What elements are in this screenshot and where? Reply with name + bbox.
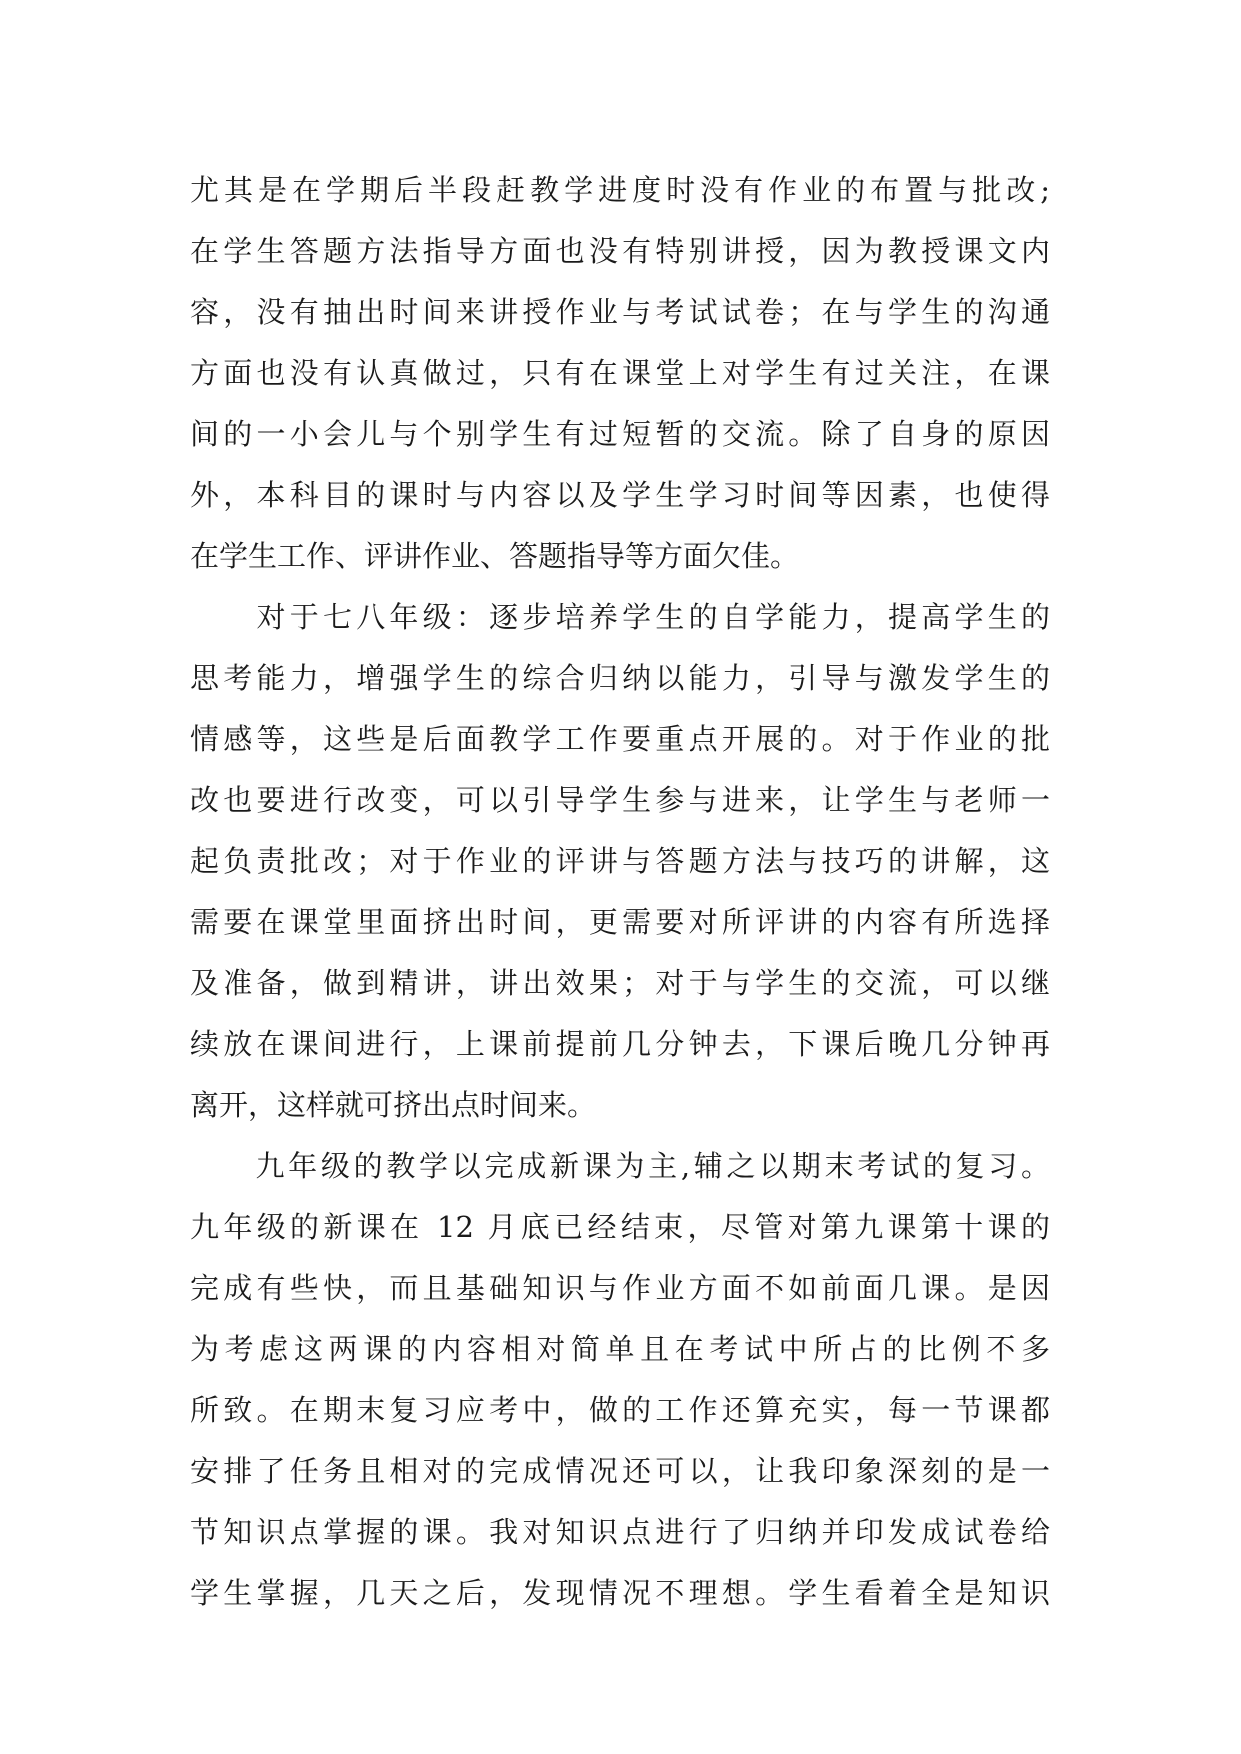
text-line: 九年级的新课在 12 月底已经结束，尽管对第九课第十课的 — [190, 1210, 1050, 1244]
text-line: 离开，这样就可挤出点时间来。 — [190, 1088, 597, 1122]
text-line: 续放在课间进行，上课前提前几分钟去，下课后晚几分钟再 — [190, 1027, 1050, 1061]
text-line: 容，没有抽出时间来讲授作业与考试试卷；在与学生的沟通 — [190, 295, 1050, 329]
text-line: 间的一小会儿与个别学生有过短暂的交流。除了自身的原因 — [190, 417, 1050, 451]
text-line: 安排了任务且相对的完成情况还可以，让我印象深刻的是一 — [190, 1454, 1050, 1488]
text-line: 在学生答题方法指导方面也没有特别讲授，因为教授课文内 — [190, 234, 1050, 268]
text-line: 所致。在期末复习应考中，做的工作还算充实，每一节课都 — [190, 1393, 1050, 1427]
text-line: 为考虑这两课的内容相对简单且在考试中所占的比例不多 — [190, 1332, 1050, 1366]
document-body — [190, 160, 1050, 1624]
text-line: 九年级的教学以完成新课为主,辅之以期末考试的复习。 — [190, 1149, 1050, 1183]
text-line: 思考能力，增强学生的综合归纳以能力，引导与激发学生的 — [190, 661, 1050, 695]
text-line: 对于七八年级：逐步培养学生的自学能力，提高学生的 — [190, 600, 1050, 634]
text-line: 起负责批改；对于作业的评讲与答题方法与技巧的讲解，这 — [190, 844, 1050, 878]
text-line: 外，本科目的课时与内容以及学生学习时间等因素，也使得 — [190, 478, 1050, 512]
text-line: 改也要进行改变，可以引导学生参与进来，让学生与老师一 — [190, 783, 1050, 817]
text-line: 学生掌握，几天之后，发现情况不理想。学生看着全是知识 — [190, 1576, 1050, 1610]
text-line: 需要在课堂里面挤出时间，更需要对所评讲的内容有所选择 — [190, 905, 1050, 939]
text-line: 完成有些快，而且基础知识与作业方面不如前面几课。是因 — [190, 1271, 1050, 1305]
text-line: 节知识点掌握的课。我对知识点进行了归纳并印发成试卷给 — [190, 1515, 1050, 1549]
text-line: 方面也没有认真做过，只有在课堂上对学生有过关注，在课 — [190, 356, 1050, 390]
text-line: 情感等，这些是后面教学工作要重点开展的。对于作业的批 — [190, 722, 1050, 756]
text-line: 及准备，做到精讲，讲出效果；对于与学生的交流，可以继 — [190, 966, 1050, 1000]
text-line: 尤其是在学期后半段赶教学进度时没有作业的布置与批改; — [190, 173, 1050, 207]
text-line: 在学生工作、评讲作业、答题指导等方面欠佳。 — [190, 539, 800, 573]
